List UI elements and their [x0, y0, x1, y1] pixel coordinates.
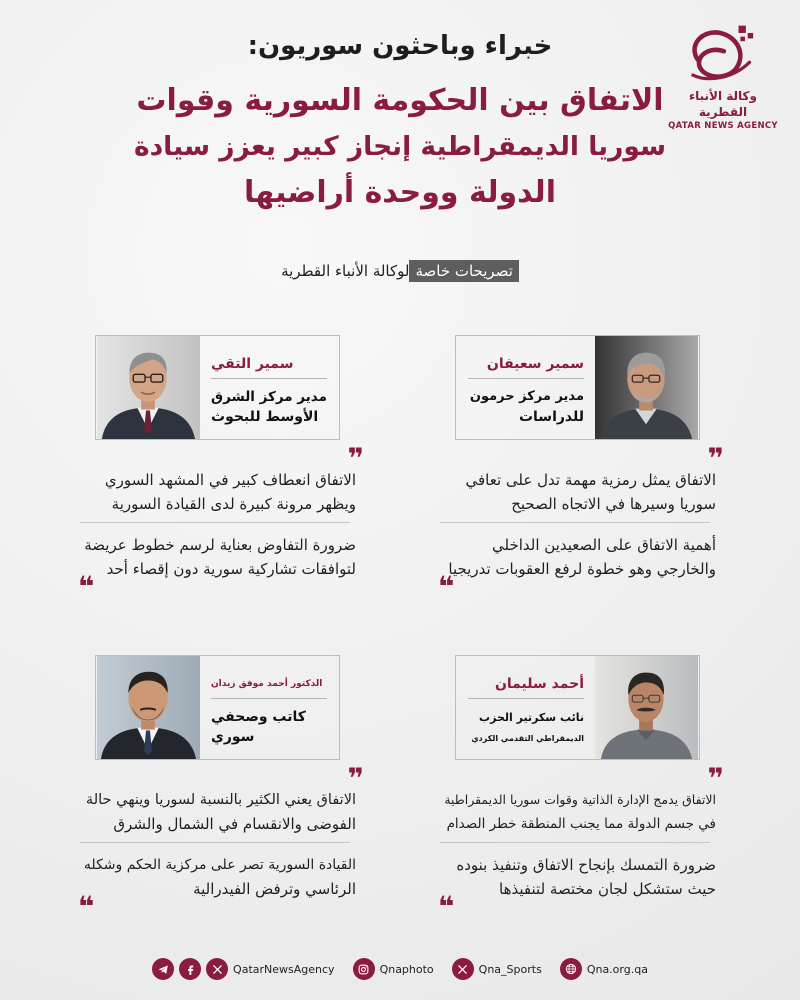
- expert-name: سمير سعيفان: [468, 354, 584, 379]
- expert-title: [468, 387, 584, 427]
- subtitle: [130, 259, 670, 283]
- expert-card: [70, 330, 370, 600]
- quote-statement: [78, 788, 356, 836]
- statement-line: ضرورة التفاوض بعناية لرسم خطوط عريضة: [84, 536, 356, 554]
- expert-title: [211, 707, 327, 747]
- statement-line: الاتفاق انعطاف كبير في المشهد السوري: [104, 471, 356, 489]
- expert-info: [203, 656, 335, 759]
- portrait-photo: [594, 656, 699, 759]
- headline-line: الاتفاق بين الحكومة السورية وقوات: [136, 83, 664, 118]
- headline: [130, 78, 670, 216]
- statement-line: سوريا وسيرها في الاتجاه الصحيح: [511, 495, 716, 513]
- qna-logo: [668, 22, 778, 132]
- social-handle-label[interactable]: Qna_Sports: [478, 962, 542, 976]
- expert-name: سمير التقي: [211, 354, 327, 379]
- social-handle-label[interactable]: QatarNewsAgency: [233, 962, 335, 976]
- headline-line: سوريا الديمقراطية إنجاز كبير يعزز سيادة: [133, 131, 667, 162]
- social-handle-qnaphoto[interactable]: [353, 958, 434, 980]
- social-handle-label[interactable]: Qna.org.qa: [586, 962, 648, 976]
- statement-line: لتوافقات تشاركية سورية دون إقصاء أحد: [106, 560, 356, 578]
- logo-english-text: QATAR NEWS AGENCY: [668, 121, 778, 131]
- globe-icon[interactable]: [560, 958, 582, 980]
- footer-social-bar: [0, 958, 800, 980]
- social-handle-qatarnewsagency[interactable]: [152, 958, 335, 980]
- portrait-photo: [594, 336, 699, 439]
- kicker-title: خبراء وباحثون سوريون:: [247, 31, 553, 61]
- expert-title-line: كاتب وصحفي: [211, 709, 306, 725]
- statement-line: حيث ستشكل لجان مختصة لتنفيذها: [499, 880, 716, 898]
- statement-line: في جسم الدولة مما يجنب المنطقة خطر الصدام: [446, 816, 716, 832]
- expert-title-line: مدير مركز الشرق: [211, 389, 327, 405]
- qna-logo-icon: [681, 22, 765, 86]
- portrait-photo: [96, 336, 201, 439]
- divider: [80, 842, 350, 843]
- expert-header: [455, 655, 700, 760]
- quote-close-icon: [78, 573, 94, 601]
- expert-name: الدكتور أحمد موفق زيدان: [211, 674, 327, 699]
- headline-line: الدولة ووحدة أراضيها: [244, 175, 556, 210]
- expert-title-line: سوري: [211, 729, 255, 745]
- statement-line: الاتفاق يدمج الإدارة الذاتية وقوات سوريا الديمقراطية: [444, 792, 716, 807]
- statement-line: أهمية الاتفاق على الصعيدين الداخلي: [492, 536, 716, 554]
- quote-close-icon: [438, 573, 454, 601]
- expert-header: [95, 655, 340, 760]
- social-handle-website[interactable]: [560, 958, 648, 980]
- x-icon[interactable]: [452, 958, 474, 980]
- telegram-icon[interactable]: [152, 958, 174, 980]
- expert-info: [460, 656, 592, 759]
- statement-line: الاتفاق يمثل رمزية مهمة تدل على تعافي: [465, 471, 716, 489]
- facebook-icon[interactable]: [179, 958, 201, 980]
- quote-statement: [78, 468, 356, 516]
- expert-card: [430, 330, 730, 600]
- quote-statement: [438, 853, 716, 901]
- statement-line: ضرورة التمسك بإنجاح الاتفاق وتنفيذ بنوده: [456, 856, 716, 874]
- expert-title: [211, 387, 327, 427]
- quote-statement: [78, 533, 356, 581]
- statement-line: الفوضى والانقسام في الشمال والشرق: [113, 815, 356, 833]
- x-icon[interactable]: [206, 958, 228, 980]
- logo-arabic-text: وكالة الأنباء القطرية: [689, 89, 757, 119]
- expert-title-line: للدراسات: [518, 409, 584, 425]
- quote-close-icon: [438, 893, 454, 921]
- expert-title: [468, 707, 584, 749]
- divider: [80, 522, 350, 523]
- social-handle-qna-sports[interactable]: [452, 958, 542, 980]
- statement-line: الرئاسي وترفض الفيدرالية: [193, 880, 356, 898]
- expert-header: [95, 335, 340, 440]
- divider: [440, 522, 710, 523]
- expert-title-line: مدير مركز حرمون: [469, 389, 584, 404]
- quote-statement: [438, 533, 716, 581]
- expert-card: [70, 650, 370, 920]
- statement-line: ويظهر مرونة كبيرة لدى القيادة السورية: [111, 495, 356, 513]
- social-handle-label[interactable]: Qnaphoto: [379, 962, 434, 976]
- subtitle-text: لوكالة الأنباء القطرية: [281, 262, 410, 280]
- quote-close-icon: [78, 893, 94, 921]
- statement-line: الاتفاق يعني الكثير بالنسبة لسوريا وينهي حالة: [85, 792, 356, 808]
- expert-name: أحمد سليمان: [468, 674, 584, 699]
- expert-info: [203, 336, 335, 439]
- quote-statement: [438, 788, 716, 836]
- expert-title-line: الأوسط للبحوث: [211, 409, 319, 425]
- instagram-icon[interactable]: [353, 958, 375, 980]
- expert-title-line: الديمقراطي التقدمي الكردي: [471, 734, 584, 743]
- statement-line: القيادة السورية تصر على مركزية الحكم وشكله: [83, 857, 356, 873]
- quote-statement: [438, 468, 716, 516]
- quote-statement: [78, 853, 356, 901]
- portrait-photo: [96, 656, 201, 759]
- expert-title-line: نائب سكرتير الحزب: [479, 711, 584, 724]
- divider: [440, 842, 710, 843]
- statement-line: والخارجي وهو خطوة لرفع العقوبات تدريجيا: [448, 560, 716, 578]
- subtitle-highlight: تصريحات خاصة: [409, 260, 518, 282]
- expert-info: [460, 336, 592, 439]
- expert-header: [455, 335, 700, 440]
- expert-card: [430, 650, 730, 920]
